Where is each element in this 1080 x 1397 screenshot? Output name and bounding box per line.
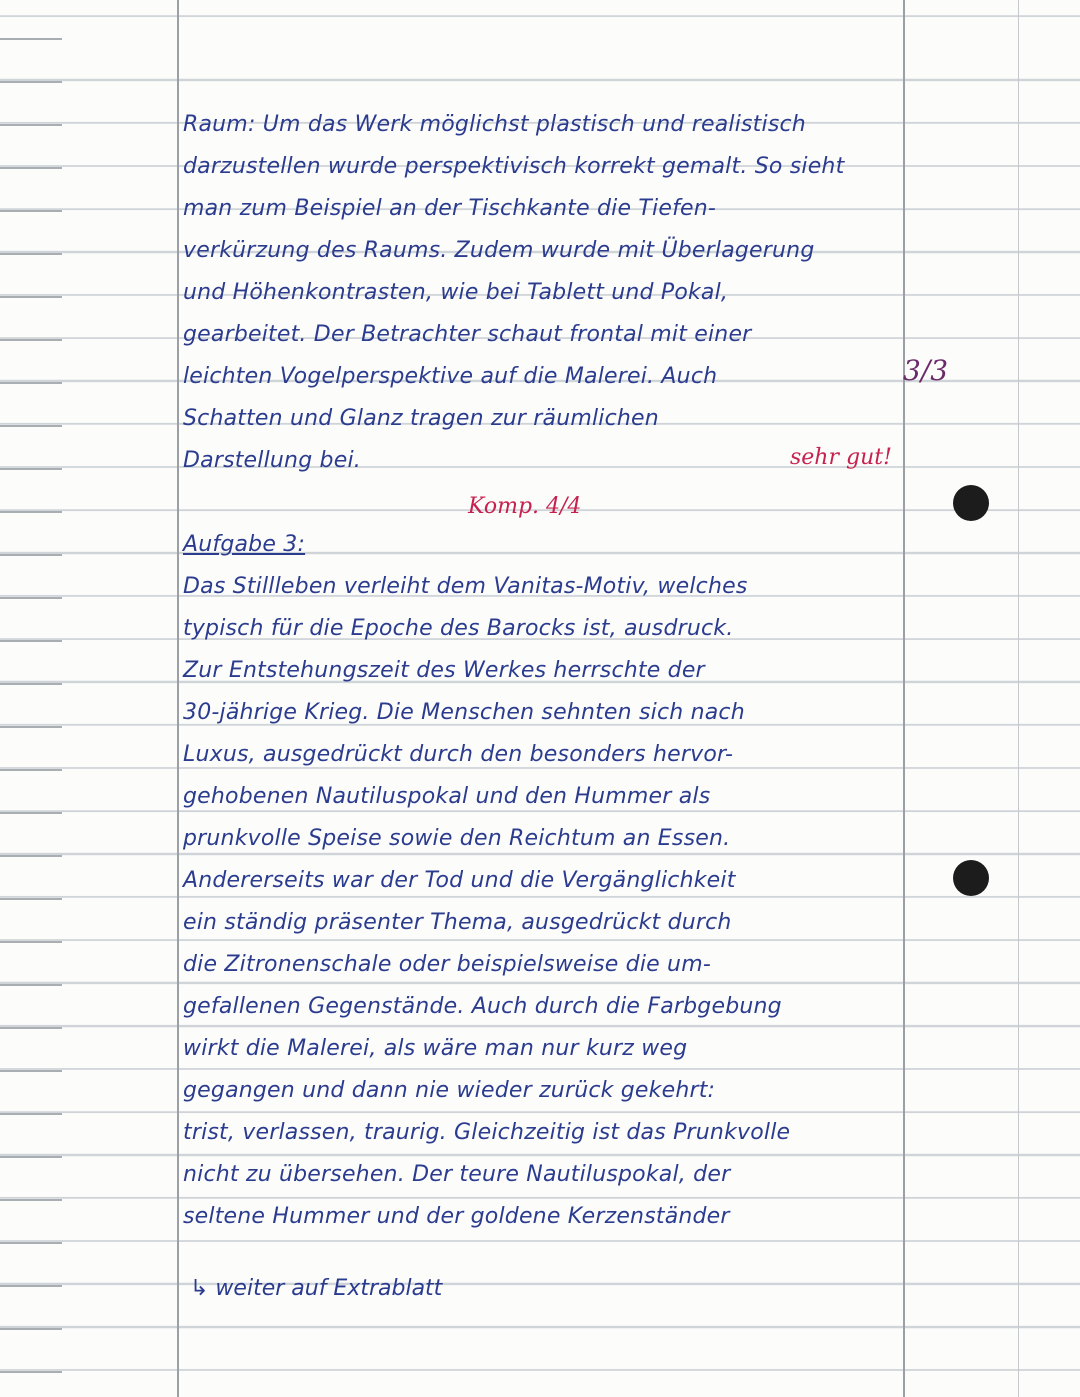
edge-tick bbox=[0, 898, 62, 900]
text-line: gegangen und dann nie wieder zurück gekehrt: bbox=[183, 1078, 716, 1103]
edge-tick bbox=[0, 1156, 62, 1158]
text-line: Andererseits war der Tod und die Vergänglichkeit bbox=[183, 868, 736, 893]
edge-tick bbox=[0, 1199, 62, 1201]
punch-hole-icon bbox=[953, 485, 989, 521]
text-line: verkürzung des Raums. Zudem wurde mit Überlagerung bbox=[183, 238, 815, 263]
text-line: Luxus, ausgedrückt durch den besonders hervor- bbox=[183, 742, 734, 767]
text-line: darzustellen wurde perspektivisch korrekt gemalt. So sieht bbox=[183, 154, 845, 179]
text-line: Darstellung bei. bbox=[183, 448, 361, 473]
edge-tick bbox=[0, 468, 62, 470]
edge-tick bbox=[0, 339, 62, 341]
punch-hole-icon bbox=[953, 860, 989, 896]
teacher-comment: sehr gut! bbox=[790, 445, 892, 470]
edge-tick bbox=[0, 1371, 62, 1373]
edge-tick bbox=[0, 511, 62, 513]
edge-tick bbox=[0, 167, 62, 169]
text-line: Zur Entstehungszeit des Werkes herrschte der bbox=[183, 658, 705, 683]
text-line: prunkvolle Speise sowie den Reichtum an Essen. bbox=[183, 826, 731, 851]
edge-tick bbox=[0, 1242, 62, 1244]
edge-tick bbox=[0, 425, 62, 427]
text-line: 30-jährige Krieg. Die Menschen sehnten sich nach bbox=[183, 700, 745, 725]
edge-tick bbox=[0, 855, 62, 857]
text-line: Schatten und Glanz tragen zur räumlichen bbox=[183, 406, 659, 431]
edge-tick bbox=[0, 554, 62, 556]
text-line: und Höhenkontrasten, wie bei Tablett und Pokal, bbox=[183, 280, 729, 305]
edge-tick bbox=[0, 984, 62, 986]
continuation-note: ↳ weiter auf Extrablatt bbox=[190, 1276, 443, 1301]
text-line: man zum Beispiel an der Tischkante die Tiefen- bbox=[183, 196, 717, 221]
edge-tick bbox=[0, 640, 62, 642]
text-line: die Zitronenschale oder beispielsweise die um- bbox=[183, 952, 711, 977]
text-line: wirkt die Malerei, als wäre man nur kurz weg bbox=[183, 1036, 688, 1061]
edge-tick bbox=[0, 683, 62, 685]
edge-tick bbox=[0, 1113, 62, 1115]
edge-tick bbox=[0, 81, 62, 83]
text-line: trist, verlassen, traurig. Gleichzeitig ist das Prunkvolle bbox=[183, 1120, 791, 1145]
edge-tick bbox=[0, 1285, 62, 1287]
text-line: Raum: Um das Werk möglichst plastisch und realistisch bbox=[183, 112, 806, 137]
handwritten-text bbox=[183, 104, 903, 1238]
edge-tick bbox=[0, 1328, 62, 1330]
text-line: leichten Vogelperspektive auf die Malerei. Auch bbox=[183, 364, 718, 389]
edge-tick bbox=[0, 726, 62, 728]
text-line: Das Stillleben verleiht dem Vanitas-Motiv, welches bbox=[183, 574, 748, 599]
right-margin-line bbox=[903, 0, 905, 1397]
text-line: gehobenen Nautiluspokal und den Hummer als bbox=[183, 784, 711, 809]
edge-tick bbox=[0, 38, 62, 40]
edge-tick bbox=[0, 124, 62, 126]
teacher-komp-score: Komp. 4/4 bbox=[468, 494, 582, 519]
text-line: seltene Hummer und der goldene Kerzenständer bbox=[183, 1204, 730, 1229]
edge-tick bbox=[0, 769, 62, 771]
edge-tick bbox=[0, 812, 62, 814]
edge-tick bbox=[0, 210, 62, 212]
section-heading: Aufgabe 3: bbox=[183, 532, 306, 557]
edge-tick bbox=[0, 1070, 62, 1072]
edge-tick bbox=[0, 597, 62, 599]
edge-tick-marks bbox=[0, 0, 62, 1397]
text-line: gefallenen Gegenstände. Auch durch die Farbgebung bbox=[183, 994, 782, 1019]
text-line: ein ständig präsenter Thema, ausgedrückt durch bbox=[183, 910, 732, 935]
edge-tick bbox=[0, 382, 62, 384]
edge-tick bbox=[0, 296, 62, 298]
outer-margin-line bbox=[1018, 0, 1019, 1397]
edge-tick bbox=[0, 253, 62, 255]
text-line: gearbeitet. Der Betrachter schaut frontal mit einer bbox=[183, 322, 752, 347]
edge-tick bbox=[0, 941, 62, 943]
text-line: typisch für die Epoche des Barocks ist, ausdruck. bbox=[183, 616, 734, 641]
text-line: nicht zu übersehen. Der teure Nautiluspokal, der bbox=[183, 1162, 731, 1187]
teacher-score: 3/3 bbox=[903, 354, 949, 387]
left-margin-line bbox=[177, 0, 179, 1397]
edge-tick bbox=[0, 1027, 62, 1029]
